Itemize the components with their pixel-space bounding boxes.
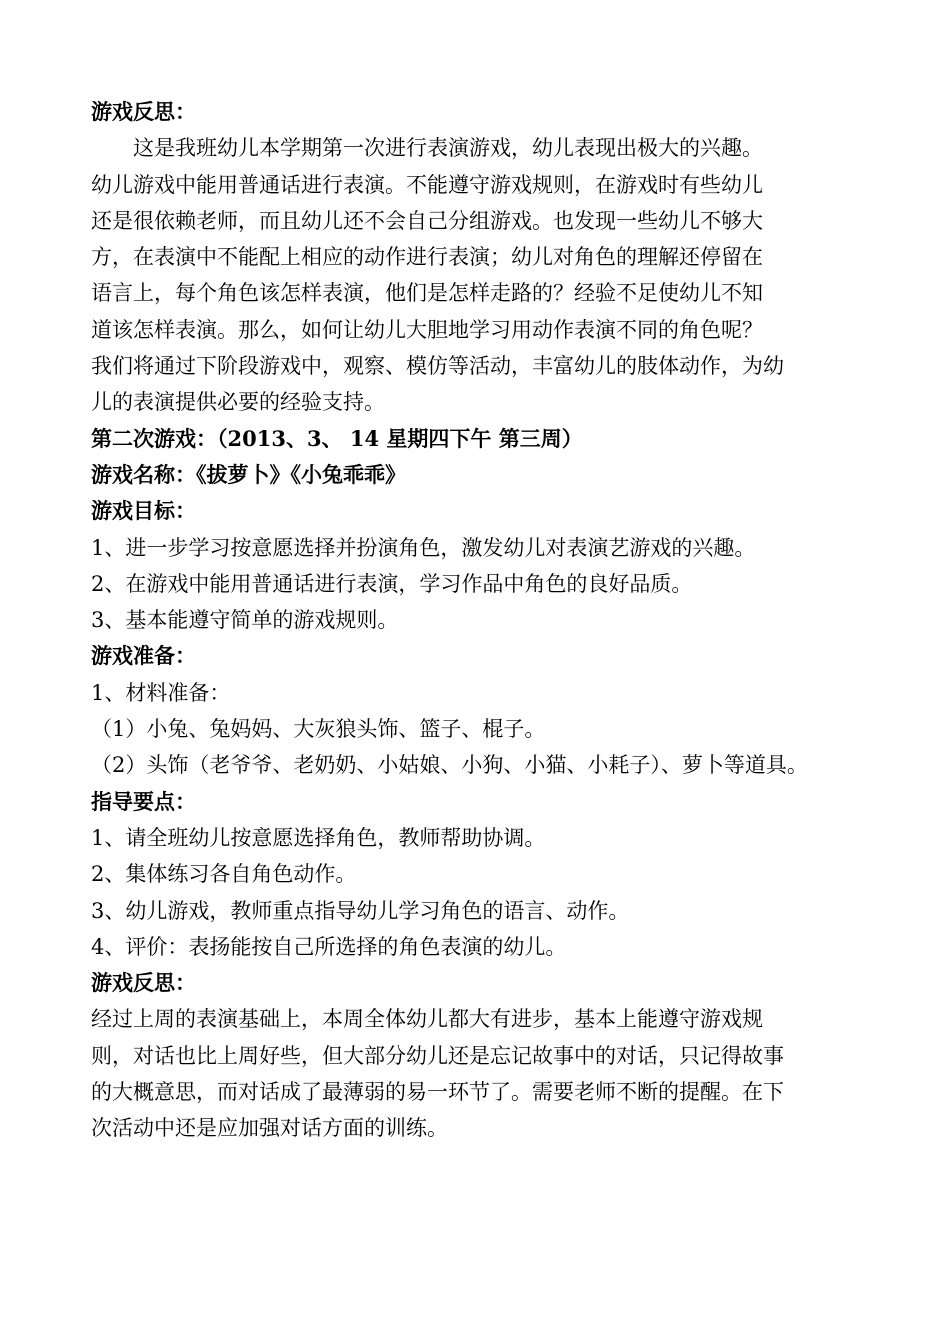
game-name: 游戏名称：《拔萝卜》《小兔乖乖》 [91,461,406,487]
guidance-item: 2、集体练习各自角色动作。 [91,862,357,887]
paragraph-line: 则，对话也比上周好些，但大部分幼儿还是忘记故事中的对话，只记得故事 [91,1043,784,1068]
guidance-item: 3、幼儿游戏，教师重点指导幼儿学习角色的语言、动作。 [91,898,630,923]
document-page [91,94,863,1147]
goal-item: 3、基本能遵守简单的游戏规则。 [91,608,399,633]
paragraph-line: 我们将通过下阶段游戏中，观察、模仿等活动，丰富幼儿的肢体动作，为幼 [91,354,784,379]
paragraph-line: 幼儿游戏中能用普通话进行表演。不能遵守游戏规则，在游戏时有些幼儿 [91,172,763,197]
preparation-item: （1）小兔、兔妈妈、大灰狼头饰、篮子、棍子。 [91,717,546,742]
paragraph-line: 道该怎样表演。那么，如何让幼儿大胆地学习用动作表演不同的角色呢？ [91,317,763,342]
paragraph-line: 方，在表演中不能配上相应的动作进行表演；幼儿对角色的理解还停留在 [91,245,763,270]
paragraph-line: 次活动中还是应加强对话方面的训练。 [91,1116,448,1141]
goals-heading: 游戏目标： [91,498,196,524]
preparation-item: 1、材料准备： [91,680,231,705]
paragraph-line: 语言上，每个角色该怎样表演，他们是怎样走路的？经验不足使幼儿不知 [91,281,763,306]
paragraph-line: 这是我班幼儿本学期第一次进行表演游戏，幼儿表现出极大的兴趣。 [133,136,763,161]
guidance-heading: 指导要点： [91,788,196,814]
preparation-item: （2）头饰（老爷爷、老奶奶、小姑娘、小狗、小猫、小耗子）、萝卜等道具。 [91,753,808,778]
guidance-item: 1、请全班幼儿按意愿选择角色，教师帮助协调。 [91,825,546,850]
paragraph-line: 的大概意思，而对话成了最薄弱的易一环节了。需要老师不断的提醒。在下 [91,1080,784,1105]
reflection-heading: 游戏反思： [91,99,196,124]
goal-item: 2、在游戏中能用普通话进行表演，学习作品中角色的良好品质。 [91,571,693,596]
paragraph-line: 经过上周的表演基础上，本周全体幼儿都大有进步，基本上能遵守游戏规 [91,1007,763,1032]
goal-item: 1、进一步学习按意愿选择并扮演角色，激发幼儿对表演艺游戏的兴趣。 [91,535,756,560]
paragraph-line: 儿的表演提供必要的经验支持。 [91,390,385,415]
guidance-item: 4、评价：表扬能按自己所选择的角色表演的幼儿。 [91,934,567,959]
reflection-heading: 游戏反思： [91,970,196,996]
second-game-title: 第二次游戏：（2013、3、 14 星期四下午 第三周） [91,425,583,451]
paragraph-line: 还是很依赖老师，而且幼儿还不会自己分组游戏。也发现一些幼儿不够大 [91,208,763,233]
preparation-heading: 游戏准备： [91,643,196,669]
